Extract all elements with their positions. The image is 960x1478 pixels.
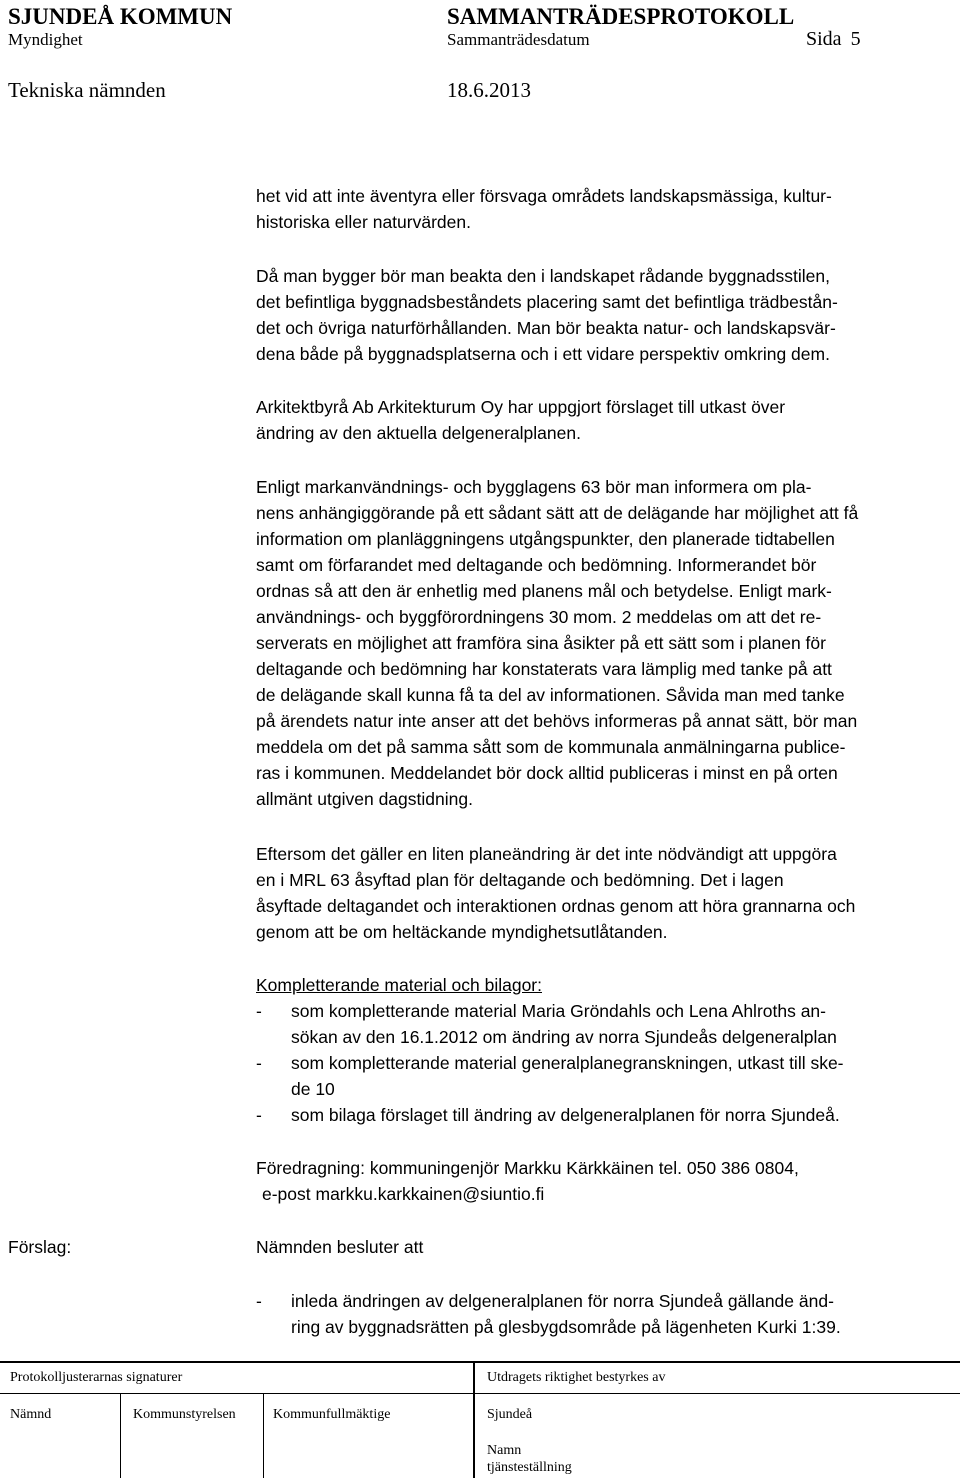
text-line: allmänt utgiven dagstidning. bbox=[256, 789, 473, 809]
text-line: en i MRL 63 åsyftad plan för deltagande och bedömning. Det i lagen bbox=[256, 870, 784, 890]
footer-col-divider bbox=[263, 1393, 264, 1478]
attachment-item bbox=[256, 998, 956, 1050]
attachments-heading: Kompletterande material och bilagor: bbox=[256, 975, 542, 995]
text-line: ras i kommunen. Meddelandet bör dock alltid publiceras i minst en på orten bbox=[256, 763, 838, 783]
text-line: inleda ändringen av delgeneralplanen för norra Sjundeå gällande änd- bbox=[291, 1291, 834, 1311]
text-line: som kompletterande material Maria Gröndahls och Lena Ahlroths an- bbox=[291, 1001, 826, 1021]
text-line: serverats en möjlighet att framföra sina åsikter på ett sätt som i planen för bbox=[256, 633, 826, 653]
text-line: historiska eller naturvärden. bbox=[256, 212, 471, 232]
proposal-label: Förslag: bbox=[8, 1237, 72, 1257]
text-line: ändring av den aktuella delgeneralplanen. bbox=[256, 423, 581, 443]
date-label: Sammanträdesdatum bbox=[447, 30, 590, 49]
attachment-text bbox=[291, 1102, 840, 1128]
proposal-item bbox=[256, 1288, 956, 1340]
text-line: het vid att inte äventyra eller försvaga områdets landskapsmässiga, kultur- bbox=[256, 186, 832, 206]
text-line: deltagande och bedömning har konstaterats vara lämplig med tanke på att bbox=[256, 659, 832, 679]
signatures-label: Protokolljusterarnas signaturer bbox=[10, 1370, 183, 1385]
footer-top-rule bbox=[0, 1361, 960, 1363]
text-line: de 10 bbox=[291, 1079, 335, 1099]
text-line: sökan av den 16.1.2012 om ändring av norra Sjundeås delgeneralplan bbox=[291, 1027, 837, 1047]
text-line: Eftersom det gäller en liten planeändring är det inte nödvändigt att uppgöra bbox=[256, 844, 837, 864]
page-label-text: Sida bbox=[806, 28, 842, 50]
certified-label: Utdragets riktighet bestyrkes av bbox=[487, 1370, 666, 1385]
meeting-date: 18.6.2013 bbox=[447, 78, 531, 102]
proposal-intro: Nämnden besluter att bbox=[256, 1237, 424, 1257]
text-line: som kompletterande material generalplanegranskningen, utkast till ske- bbox=[291, 1053, 844, 1073]
col-namnd: Nämnd bbox=[10, 1407, 52, 1422]
paragraph-4 bbox=[256, 474, 956, 812]
paragraph-1 bbox=[256, 183, 956, 235]
text-line: information om planläggningens utgångspunkter, den planerade tidtabellen bbox=[256, 529, 835, 549]
authority-label: Myndighet bbox=[8, 30, 83, 49]
text-line: samt om förfarandet med deltagande och bedömning. Informerandet bör bbox=[256, 555, 817, 575]
place-name: Sjundeå bbox=[487, 1407, 533, 1422]
text-line: genom att be om heltäckande myndighetsutlåtanden. bbox=[256, 922, 668, 942]
text-line: det och övriga naturförhållanden. Man bör beakta natur- och landskapsvär- bbox=[256, 318, 836, 338]
attachment-text bbox=[291, 998, 837, 1050]
col-kommunfullmaktige: Kommunfullmäktige bbox=[273, 1407, 391, 1422]
text-line: åsyftade deltagandet och interaktionen ordnas genom att höra grannarna och bbox=[256, 896, 856, 916]
attachment-text bbox=[291, 1050, 844, 1102]
presenter-email[interactable]: e-post markku.karkkainen@siuntio.fi bbox=[262, 1184, 545, 1204]
text-line: Då man bygger bör man beakta den i landskapet rådande byggnadsstilen, bbox=[256, 266, 830, 286]
attachment-item bbox=[256, 1102, 956, 1128]
bullet-dash: - bbox=[256, 1053, 262, 1073]
footer-col-divider bbox=[120, 1393, 121, 1478]
proposal-text bbox=[291, 1288, 841, 1340]
text-line: användnings- och byggförordningens 30 mom. 2 meddelas om att det re- bbox=[256, 607, 822, 627]
bullet-dash: - bbox=[256, 1001, 262, 1021]
text-line: ordnas så att den är enhetlig med planens mål och betydelse. Enligt mark- bbox=[256, 581, 832, 601]
text-line: Enligt markanvändnings- och bygglagens 63 bör man informera om pla- bbox=[256, 477, 812, 497]
text-line: de delägande skall kunna få ta del av informationen. Såvida man med tanke bbox=[256, 685, 845, 705]
text-line: det befintliga byggnadsbeståndets placering samt det befintliga trädbestån- bbox=[256, 292, 838, 312]
bullet-dash: - bbox=[256, 1105, 262, 1125]
footer-divider-vertical bbox=[473, 1361, 475, 1478]
org-name: SJUNDEÅ KOMMUN bbox=[8, 4, 233, 29]
authority-name: Tekniska nämnden bbox=[8, 78, 166, 102]
bullet-dash: - bbox=[256, 1291, 262, 1311]
position-label: tjänsteställning bbox=[487, 1460, 572, 1475]
text-line: meddela om det på samma sått som de kommunala anmälningarna publice- bbox=[256, 737, 846, 757]
document-type: SAMMANTRÄDESPROTOKOLL bbox=[447, 4, 795, 29]
attachment-item bbox=[256, 1050, 956, 1102]
page-number: 5 bbox=[850, 28, 861, 50]
text-line: nens anhängiggörande på ett sådant sätt att de delägande har möjlighet att få bbox=[256, 503, 859, 523]
presenter-line: Föredragning: kommuningenjör Markku Kärkkäinen tel. 050 386 0804, bbox=[256, 1158, 799, 1178]
text-line: ring av byggnadsrätten på glesbygdsområde på lägenheten Kurki 1:39. bbox=[291, 1317, 841, 1337]
footer-mid-rule bbox=[0, 1393, 960, 1394]
text-line: som bilaga förslaget till ändring av delgeneralplanen för norra Sjundeå. bbox=[291, 1105, 840, 1125]
paragraph-5 bbox=[256, 841, 956, 945]
col-kommunstyrelsen: Kommunstyrelsen bbox=[133, 1407, 236, 1422]
page-label bbox=[806, 28, 861, 51]
name-label: Namn bbox=[487, 1443, 522, 1458]
paragraph-3 bbox=[256, 394, 956, 446]
paragraph-2 bbox=[256, 263, 956, 367]
text-line: på ärendets natur inte anser att det behövs informeras på annat sätt, bör man bbox=[256, 711, 858, 731]
text-line: Arkitektbyrå Ab Arkitekturum Oy har uppgjort förslaget till utkast över bbox=[256, 397, 786, 417]
text-line: dena både på byggnadsplatserna och i ett vidare perspektiv omkring dem. bbox=[256, 344, 830, 364]
